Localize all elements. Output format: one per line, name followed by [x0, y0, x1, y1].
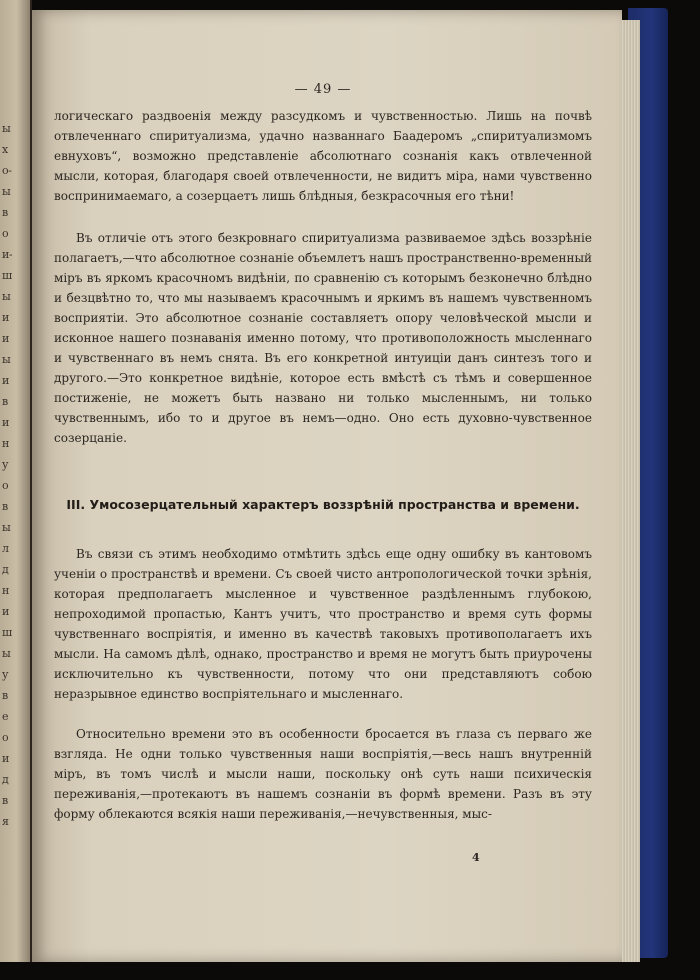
paragraph-kant-error: Въ связи съ этимъ необходимо отмѣтить здѣсь еще одну ошибку въ кантовомъ ученіи о пространствѣ и времени. Съ своей чисто антропологической точки зрѣнія, которая предполагаетъ мысленное и чувственное раздѣленнымъ глубокою, непроходимой пропастью, Кантъ учитъ, что пространство и время суть формы чувственнаго воспріятія, и именно въ качествѣ таковыхъ противополагаетъ ихъ мысли. На самомъ дѣлѣ, однако, пространство и время не могутъ быть приурочены исключительно къ чувственности, потому что они представляютъ собою неразрывное единство воспріятельнаго и мысленнаго.	[54, 547, 592, 701]
left-page-fragment: и	[2, 416, 9, 429]
left-page-fragment: в	[2, 500, 8, 513]
left-page-fragment: о	[2, 479, 9, 492]
section-heading: III. Умосозерцательный характеръ воззрѣній пространства и времени.	[66, 497, 580, 512]
left-page-fragment: л	[2, 542, 9, 555]
left-page-fragment: в	[2, 689, 8, 702]
left-page-fragment: ш	[2, 269, 12, 282]
left-page-fragment: и	[2, 311, 9, 324]
left-page-fragment: д	[2, 773, 9, 786]
left-page-fragment: в	[2, 206, 8, 219]
left-page-fragment: ы	[2, 290, 11, 303]
book-page	[32, 10, 622, 962]
paragraph-absolute-consciousness: Въ отличіе отъ этого безкровнаго спиритуализма развиваемое здѣсь воззрѣніе полагаетъ,—что абсолютное сознаніе объемлетъ нашъ пространственно-временный міръ въ яркомъ красочномъ видѣніи, по сравненію съ которымъ безконечно блѣдно и безцвѣтно то, что мы называемъ красочнымъ и яркимъ въ нашемъ чувственномъ восприятіи. Это абсолютное сознаніе составляетъ опору человѣческой мысли и исконное нашего познаванія именно потому, что противоположность мысленнаго и чувственнаго въ немъ снята. Въ его конкретной интуиціи данъ синтезъ того и другого.—Это конкретное видѣніе, которое есть вмѣстѣ съ тѣмъ и совершенное постиженіе, не можетъ быть названо ни только мысленнымъ, ни только чувственнымъ, ибо то и другое въ немъ—одно. Оно есть духовно-чувственное созерцаніе.	[54, 231, 593, 445]
left-page-fragment: ы	[2, 353, 11, 366]
left-page-fragment: и	[2, 752, 9, 765]
left-page-fragment: ы	[2, 521, 11, 534]
left-page-fragment: и-	[2, 248, 13, 261]
paragraph-time: Относительно времени это въ особенности бросается въ глаза съ перваго же взгляда. Не одни только чувственныя наши воспріятія,—весь нашъ внутренній міръ, въ томъ числѣ и мысли наши, поскольку онѣ суть наши психическія переживанія,—протекаютъ въ нашемъ сознаніи въ формѣ времени. Разъ въ эту форму облекаются всякія наши переживанія,—нечувственныя, мыс-	[54, 727, 592, 821]
left-page-fragment: о	[2, 731, 9, 744]
left-page-fragment: е	[2, 710, 9, 723]
paragraph-continuation: логическаго раздвоенія между разсудкомъ и чувственностью. Лишь на почвѣ отвлеченнаго спиритуализма, удачно названнаго Баадеромъ „спиритуализмомъ евнуховъ“, возможно представленіе абсолютнаго сознанія какъ отвлеченной мысли, которая, благодаря своей отвлеченности, не видитъ міра, нами чувственно воспринимаемаго, а созерцаетъ лишь блѣдныя, безкрасочныя его тѣни!	[54, 109, 592, 203]
left-page-text-fragments	[2, 118, 28, 832]
left-page-fragment: о	[2, 227, 9, 240]
left-page-fragment: в	[2, 794, 8, 807]
left-page-fragment: в	[2, 395, 8, 408]
left-page-fragment: ш	[2, 626, 12, 639]
left-page-fragment: о-	[2, 164, 12, 177]
left-page-fragment: н	[2, 584, 9, 597]
left-page-fragment: д	[2, 563, 9, 576]
left-page-fragment: и	[2, 374, 9, 387]
left-page-fragment: у	[2, 458, 8, 471]
left-page-fragment: н	[2, 437, 9, 450]
page-number: — 49 —	[294, 82, 352, 97]
left-page-fragment: и	[2, 332, 9, 345]
left-page-fragment: x	[2, 143, 8, 156]
left-page-fragment: у	[2, 668, 8, 681]
left-page-fragment: и	[2, 605, 9, 618]
left-page-fragment: ы	[2, 647, 11, 660]
signature-mark: 4	[472, 851, 480, 864]
left-facing-page	[0, 0, 32, 962]
left-page-fragment: ы	[2, 122, 11, 135]
left-page-fragment: ы	[2, 185, 11, 198]
left-page-fragment: я	[2, 815, 9, 828]
